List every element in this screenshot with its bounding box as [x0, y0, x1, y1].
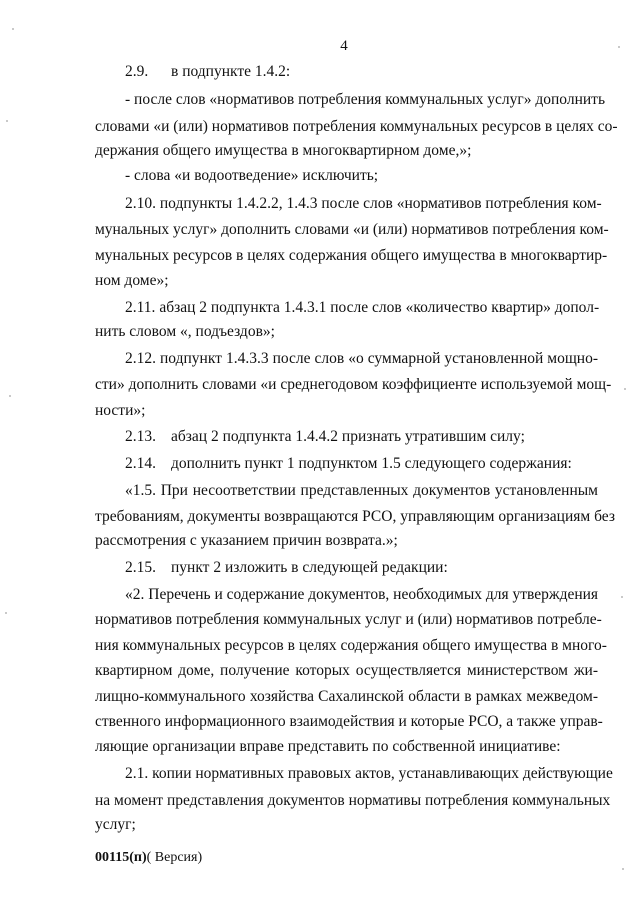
- paragraph-line: ляющие организации вправе представить по собственной инициативе:: [95, 738, 561, 755]
- item-number: 2.11.: [125, 299, 156, 316]
- paragraph-2-15: [125, 558, 448, 578]
- paragraph-line: сти» дополнить словами «и среднегодовом коэффициенте используемой мощ-: [95, 376, 612, 393]
- scan-speck: [6, 120, 8, 122]
- paragraph-2-12: [125, 349, 598, 369]
- item-text: подпункты 1.4.2.2, 1.4.3 после слов «нормативов потребления ком-: [159, 195, 602, 212]
- paragraph-line: нить словом «, подъездов»;: [95, 323, 275, 340]
- paragraph-line: нормативов потребления коммунальных услуг и (или) нормативов потребле-: [95, 611, 602, 628]
- paragraph-line: мунальных услуг» дополнить словами «и (или) нормативов потребления ком-: [95, 221, 609, 238]
- paragraph-line: «1.5. При несоответствии представленных документов установленным: [125, 482, 598, 499]
- scan-speck: [5, 612, 7, 614]
- item-number: 2.10.: [125, 195, 156, 212]
- paragraph-line: ния коммунальных ресурсов в целях содержания общего имущества в много-: [95, 637, 607, 654]
- paragraph-2-14: [125, 454, 572, 474]
- page-number: 4: [340, 38, 348, 54]
- paragraph-2-13: [125, 427, 525, 447]
- scan-speck: [622, 868, 624, 870]
- scan-speck: [621, 596, 623, 598]
- item-number: 2.9.: [125, 63, 149, 80]
- item-text: пункт 2 изложить в следующей редакции:: [171, 559, 448, 576]
- paragraph-line: рассмотрения с указанием причин возврата.»;: [95, 532, 398, 549]
- item-text: абзац 2 подпункта 1.4.3.1 после слов «количество квартир» допол-: [159, 299, 600, 316]
- paragraph-line: услуг;: [95, 816, 136, 833]
- paragraph-line: лищно-коммунального хозяйства Сахалинской области в рамках межведом-: [95, 688, 598, 705]
- item-number: 2.12.: [125, 350, 156, 367]
- paragraph-line: квартирном доме, получение которых осуществляется министерством жи-: [95, 662, 598, 679]
- scan-speck: [624, 388, 626, 390]
- paragraph-line: «2. Перечень и содержание документов, необходимых для утверждения: [125, 586, 599, 603]
- document-footer: [95, 850, 202, 866]
- paragraph-line: требованиям, документы возвращаются РСО, управляющим организациям без: [95, 508, 615, 525]
- paragraph-line: держания общего имущества в многоквартирном доме,»;: [95, 142, 472, 159]
- paragraph-2-11: [125, 298, 598, 318]
- item-text: в подпункте 1.4.2:: [171, 63, 291, 80]
- paragraph-line: - слова «и водоотведение» исключить;: [125, 167, 379, 184]
- document-version: ( Версия): [146, 850, 203, 865]
- item-number: 2.15.: [125, 559, 156, 576]
- paragraph-2-9: [125, 62, 290, 82]
- paragraph-line: ности»;: [95, 402, 146, 419]
- item-number: 2.13.: [125, 428, 156, 445]
- scan-speck: [12, 28, 14, 30]
- paragraph-line: 2.1. копии нормативных правовых актов, устанавливающих действующие: [125, 765, 613, 782]
- scan-speck: [9, 395, 11, 397]
- paragraph-2-10: [125, 194, 602, 214]
- paragraph-line: ном доме»;: [95, 272, 169, 289]
- item-text: абзац 2 подпункта 1.4.4.2 признать утратившим силу;: [171, 428, 525, 445]
- paragraph-line: на момент представления документов нормативы потребления коммунальных: [95, 792, 611, 809]
- paragraph-line: мунальных ресурсов в целях содержания общего имущества в многоквартир-: [95, 247, 608, 264]
- item-number: 2.14.: [125, 455, 156, 472]
- paragraph-line: словами «и (или) нормативов потребления коммунальных ресурсов в целях со-: [95, 118, 618, 135]
- paragraph-line: - после слов «нормативов потребления коммунальных услуг» дополнить: [125, 91, 606, 108]
- paragraph-line: ственного информационного взаимодействия и которые РСО, а также управ-: [95, 713, 603, 730]
- document-code: 00115(п): [95, 850, 147, 865]
- item-text: дополнить пункт 1 подпунктом 1.5 следующего содержания:: [171, 455, 572, 472]
- scan-speck: [618, 46, 620, 48]
- item-text: подпункт 1.4.3.3 после слов «о суммарной установленной мощно-: [160, 350, 598, 367]
